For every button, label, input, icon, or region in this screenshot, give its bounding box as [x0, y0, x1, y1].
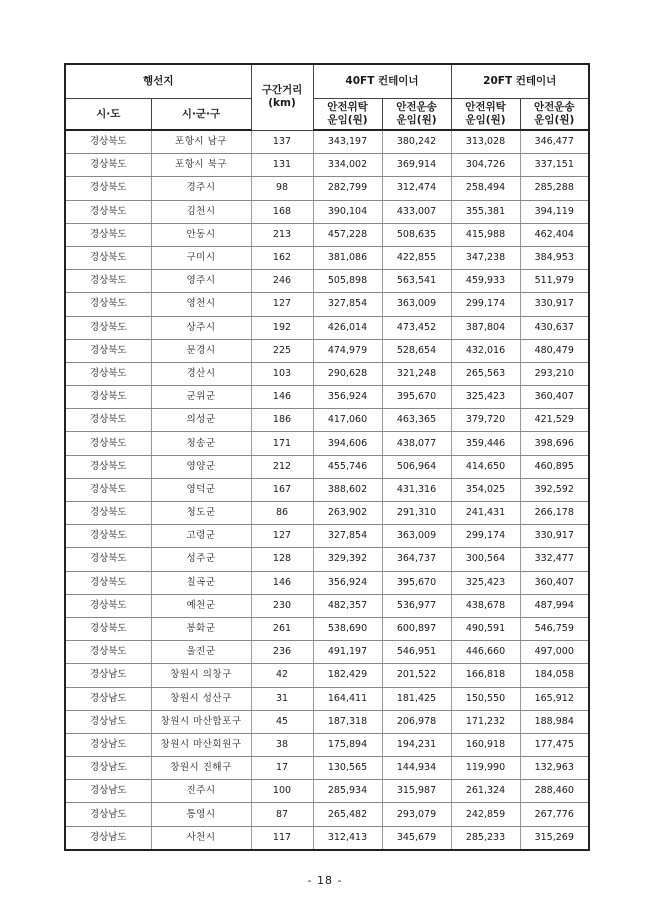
- distance-cell: 31: [251, 687, 313, 710]
- table-row: [65, 502, 589, 525]
- ft40-consign-fare-cell: 538,690: [313, 617, 382, 640]
- ft20-consign-fare-cell: 285,233: [451, 826, 520, 850]
- ft40-transport-fare-cell: 563,541: [382, 270, 451, 293]
- ft40-transport-fare-cell: 144,934: [382, 757, 451, 780]
- ft20-consign-fare-cell: 347,238: [451, 246, 520, 269]
- ft40-transport-fare-cell: 508,635: [382, 223, 451, 246]
- ft20-transport-fare-cell: 430,637: [520, 316, 589, 339]
- province-cell: 경상북도: [65, 641, 151, 664]
- ft20-consign-fare-cell: 415,988: [451, 223, 520, 246]
- ft20-transport-fare-cell: 188,984: [520, 710, 589, 733]
- city-cell: 영천시: [151, 293, 251, 316]
- ft20-consign-fare-cell: 359,446: [451, 432, 520, 455]
- table-row: [65, 200, 589, 223]
- ft40-consign-fare-cell: 356,924: [313, 386, 382, 409]
- province-cell: 경상북도: [65, 200, 151, 223]
- city-cell: 안동시: [151, 223, 251, 246]
- city-cell: 김천시: [151, 200, 251, 223]
- province-cell: 경상남도: [65, 780, 151, 803]
- province-cell: 경상북도: [65, 246, 151, 269]
- ft20-transport-fare-cell: 332,477: [520, 548, 589, 571]
- ft20-transport-fare-cell: 480,479: [520, 339, 589, 362]
- distance-cell: 146: [251, 571, 313, 594]
- ft40-consign-fare-cell: 187,318: [313, 710, 382, 733]
- distance-cell: 117: [251, 826, 313, 850]
- province-cell: 경상북도: [65, 339, 151, 362]
- province-cell: 경상북도: [65, 270, 151, 293]
- ft20-consign-fare-cell: 490,591: [451, 617, 520, 640]
- ft40-transport-fare-cell: 438,077: [382, 432, 451, 455]
- header-destination: 행선지: [65, 64, 251, 99]
- city-cell: 창원시 진해구: [151, 757, 251, 780]
- ft20-consign-fare-cell: 171,232: [451, 710, 520, 733]
- ft40-transport-fare-cell: 380,242: [382, 130, 451, 154]
- city-cell: 예천군: [151, 594, 251, 617]
- ft40-consign-fare-cell: 290,628: [313, 362, 382, 385]
- table-row: [65, 177, 589, 200]
- distance-cell: 213: [251, 223, 313, 246]
- ft20-transport-fare-cell: 184,058: [520, 664, 589, 687]
- fare-table-container: [64, 63, 588, 851]
- ft20-transport-fare-cell: 384,953: [520, 246, 589, 269]
- ft20-consign-fare-cell: 438,678: [451, 594, 520, 617]
- province-cell: 경상남도: [65, 757, 151, 780]
- header-40ft-consign-fare: 안전위탁 운임(원): [313, 99, 382, 131]
- ft40-consign-fare-cell: 482,357: [313, 594, 382, 617]
- ft40-consign-fare-cell: 505,898: [313, 270, 382, 293]
- city-cell: 고령군: [151, 525, 251, 548]
- ft20-consign-fare-cell: 414,650: [451, 455, 520, 478]
- ft40-consign-fare-cell: 426,014: [313, 316, 382, 339]
- distance-cell: 128: [251, 548, 313, 571]
- ft40-consign-fare-cell: 164,411: [313, 687, 382, 710]
- ft40-consign-fare-cell: 329,392: [313, 548, 382, 571]
- city-cell: 진주시: [151, 780, 251, 803]
- city-cell: 문경시: [151, 339, 251, 362]
- ft20-transport-fare-cell: 394,119: [520, 200, 589, 223]
- table-row: [65, 826, 589, 850]
- ft40-consign-fare-cell: 282,799: [313, 177, 382, 200]
- ft40-consign-fare-cell: 417,060: [313, 409, 382, 432]
- ft20-transport-fare-cell: 337,151: [520, 154, 589, 177]
- ft20-transport-fare-cell: 421,529: [520, 409, 589, 432]
- province-cell: 경상북도: [65, 455, 151, 478]
- table-row: [65, 548, 589, 571]
- table-row: [65, 223, 589, 246]
- table-row: [65, 733, 589, 756]
- province-cell: 경상북도: [65, 177, 151, 200]
- ft40-transport-fare-cell: 312,474: [382, 177, 451, 200]
- province-cell: 경상북도: [65, 617, 151, 640]
- table-row: [65, 594, 589, 617]
- ft20-consign-fare-cell: 379,720: [451, 409, 520, 432]
- ft40-consign-fare-cell: 390,104: [313, 200, 382, 223]
- city-cell: 봉화군: [151, 617, 251, 640]
- ft40-transport-fare-cell: 528,654: [382, 339, 451, 362]
- ft20-transport-fare-cell: 330,917: [520, 293, 589, 316]
- ft40-transport-fare-cell: 536,977: [382, 594, 451, 617]
- province-cell: 경상북도: [65, 223, 151, 246]
- ft20-consign-fare-cell: 304,726: [451, 154, 520, 177]
- header-20ft: 20FT 컨테이너: [451, 64, 589, 99]
- ft20-consign-fare-cell: 300,564: [451, 548, 520, 571]
- distance-cell: 127: [251, 293, 313, 316]
- ft40-consign-fare-cell: 265,482: [313, 803, 382, 826]
- city-cell: 의성군: [151, 409, 251, 432]
- city-cell: 포항시 북구: [151, 154, 251, 177]
- ft40-transport-fare-cell: 473,452: [382, 316, 451, 339]
- ft40-transport-fare-cell: 201,522: [382, 664, 451, 687]
- province-cell: 경상북도: [65, 571, 151, 594]
- table-row: [65, 130, 589, 154]
- ft40-transport-fare-cell: 422,855: [382, 246, 451, 269]
- ft40-transport-fare-cell: 293,079: [382, 803, 451, 826]
- table-row: [65, 270, 589, 293]
- ft20-transport-fare-cell: 288,460: [520, 780, 589, 803]
- table-row: [65, 525, 589, 548]
- city-cell: 영덕군: [151, 478, 251, 501]
- table-row: [65, 293, 589, 316]
- city-cell: 창원시 성산구: [151, 687, 251, 710]
- ft20-transport-fare-cell: 330,917: [520, 525, 589, 548]
- table-row: [65, 478, 589, 501]
- ft40-transport-fare-cell: 291,310: [382, 502, 451, 525]
- ft40-consign-fare-cell: 312,413: [313, 826, 382, 850]
- ft40-consign-fare-cell: 343,197: [313, 130, 382, 154]
- province-cell: 경상북도: [65, 432, 151, 455]
- ft20-transport-fare-cell: 165,912: [520, 687, 589, 710]
- ft20-transport-fare-cell: 285,288: [520, 177, 589, 200]
- province-cell: 경상남도: [65, 710, 151, 733]
- ft20-consign-fare-cell: 150,550: [451, 687, 520, 710]
- province-cell: 경상북도: [65, 548, 151, 571]
- ft40-consign-fare-cell: 381,086: [313, 246, 382, 269]
- city-cell: 군위군: [151, 386, 251, 409]
- province-cell: 경상남도: [65, 803, 151, 826]
- table-row: [65, 664, 589, 687]
- ft40-transport-fare-cell: 363,009: [382, 293, 451, 316]
- distance-cell: 131: [251, 154, 313, 177]
- distance-cell: 236: [251, 641, 313, 664]
- ft20-transport-fare-cell: 360,407: [520, 571, 589, 594]
- header-city: 시·군·구: [151, 99, 251, 131]
- ft20-transport-fare-cell: 460,895: [520, 455, 589, 478]
- table-row: [65, 316, 589, 339]
- ft40-consign-fare-cell: 457,228: [313, 223, 382, 246]
- table-row: [65, 409, 589, 432]
- ft20-consign-fare-cell: 387,804: [451, 316, 520, 339]
- ft20-transport-fare-cell: 546,759: [520, 617, 589, 640]
- province-cell: 경상남도: [65, 733, 151, 756]
- city-cell: 창원시 의창구: [151, 664, 251, 687]
- table-row: [65, 617, 589, 640]
- city-cell: 사천시: [151, 826, 251, 850]
- province-cell: 경상북도: [65, 525, 151, 548]
- ft40-consign-fare-cell: 327,854: [313, 293, 382, 316]
- ft20-consign-fare-cell: 446,660: [451, 641, 520, 664]
- ft40-consign-fare-cell: 130,565: [313, 757, 382, 780]
- province-cell: 경상북도: [65, 594, 151, 617]
- city-cell: 영양군: [151, 455, 251, 478]
- header-distance: 구간거리 (km): [251, 64, 313, 130]
- ft40-transport-fare-cell: 321,248: [382, 362, 451, 385]
- table-header: [65, 64, 589, 130]
- distance-cell: 127: [251, 525, 313, 548]
- header-province: 시·도: [65, 99, 151, 131]
- table-row: [65, 246, 589, 269]
- page-number: - 18 -: [307, 874, 343, 887]
- ft40-transport-fare-cell: 194,231: [382, 733, 451, 756]
- table-row: [65, 780, 589, 803]
- province-cell: 경상남도: [65, 664, 151, 687]
- distance-cell: 86: [251, 502, 313, 525]
- distance-cell: 192: [251, 316, 313, 339]
- ft40-transport-fare-cell: 364,737: [382, 548, 451, 571]
- distance-cell: 17: [251, 757, 313, 780]
- ft40-consign-fare-cell: 334,002: [313, 154, 382, 177]
- ft40-consign-fare-cell: 182,429: [313, 664, 382, 687]
- ft20-consign-fare-cell: 459,933: [451, 270, 520, 293]
- header-20ft-transport-fare: 안전운송 운임(원): [520, 99, 589, 131]
- distance-cell: 186: [251, 409, 313, 432]
- ft40-transport-fare-cell: 546,951: [382, 641, 451, 664]
- ft40-consign-fare-cell: 388,602: [313, 478, 382, 501]
- ft40-transport-fare-cell: 506,964: [382, 455, 451, 478]
- ft20-consign-fare-cell: 119,990: [451, 757, 520, 780]
- ft20-consign-fare-cell: 325,423: [451, 571, 520, 594]
- header-40ft: 40FT 컨테이너: [313, 64, 451, 99]
- ft40-consign-fare-cell: 455,746: [313, 455, 382, 478]
- province-cell: 경상북도: [65, 154, 151, 177]
- ft40-consign-fare-cell: 285,934: [313, 780, 382, 803]
- table-row: [65, 803, 589, 826]
- ft40-transport-fare-cell: 363,009: [382, 525, 451, 548]
- city-cell: 상주시: [151, 316, 251, 339]
- province-cell: 경상남도: [65, 826, 151, 850]
- table-row: [65, 339, 589, 362]
- distance-cell: 98: [251, 177, 313, 200]
- ft40-consign-fare-cell: 394,606: [313, 432, 382, 455]
- province-cell: 경상북도: [65, 293, 151, 316]
- ft40-transport-fare-cell: 433,007: [382, 200, 451, 223]
- ft20-consign-fare-cell: 313,028: [451, 130, 520, 154]
- ft40-transport-fare-cell: 463,365: [382, 409, 451, 432]
- province-cell: 경상북도: [65, 316, 151, 339]
- table-row: [65, 154, 589, 177]
- header-20ft-consign-fare: 안전위탁 운임(원): [451, 99, 520, 131]
- ft40-consign-fare-cell: 327,854: [313, 525, 382, 548]
- distance-cell: 162: [251, 246, 313, 269]
- distance-cell: 38: [251, 733, 313, 756]
- distance-cell: 42: [251, 664, 313, 687]
- ft40-transport-fare-cell: 181,425: [382, 687, 451, 710]
- distance-cell: 171: [251, 432, 313, 455]
- ft40-transport-fare-cell: 345,679: [382, 826, 451, 850]
- ft20-transport-fare-cell: 266,178: [520, 502, 589, 525]
- province-cell: 경상북도: [65, 130, 151, 154]
- ft40-transport-fare-cell: 369,914: [382, 154, 451, 177]
- province-cell: 경상북도: [65, 386, 151, 409]
- city-cell: 창원시 마산회원구: [151, 733, 251, 756]
- ft20-transport-fare-cell: 315,269: [520, 826, 589, 850]
- ft40-consign-fare-cell: 263,902: [313, 502, 382, 525]
- distance-cell: 168: [251, 200, 313, 223]
- city-cell: 울진군: [151, 641, 251, 664]
- ft20-consign-fare-cell: 325,423: [451, 386, 520, 409]
- ft20-consign-fare-cell: 299,174: [451, 293, 520, 316]
- ft20-transport-fare-cell: 267,776: [520, 803, 589, 826]
- ft20-transport-fare-cell: 511,979: [520, 270, 589, 293]
- table-row: [65, 386, 589, 409]
- ft20-transport-fare-cell: 360,407: [520, 386, 589, 409]
- city-cell: 경주시: [151, 177, 251, 200]
- city-cell: 경산시: [151, 362, 251, 385]
- table-row: [65, 571, 589, 594]
- ft20-consign-fare-cell: 241,431: [451, 502, 520, 525]
- distance-cell: 100: [251, 780, 313, 803]
- ft40-consign-fare-cell: 356,924: [313, 571, 382, 594]
- ft20-transport-fare-cell: 132,963: [520, 757, 589, 780]
- province-cell: 경상남도: [65, 687, 151, 710]
- province-cell: 경상북도: [65, 362, 151, 385]
- table-row: [65, 710, 589, 733]
- ft20-transport-fare-cell: 392,592: [520, 478, 589, 501]
- distance-cell: 261: [251, 617, 313, 640]
- distance-cell: 146: [251, 386, 313, 409]
- province-cell: 경상북도: [65, 478, 151, 501]
- city-cell: 구미시: [151, 246, 251, 269]
- ft20-consign-fare-cell: 354,025: [451, 478, 520, 501]
- province-cell: 경상북도: [65, 502, 151, 525]
- ft20-consign-fare-cell: 261,324: [451, 780, 520, 803]
- ft40-transport-fare-cell: 206,978: [382, 710, 451, 733]
- ft40-transport-fare-cell: 315,987: [382, 780, 451, 803]
- ft20-transport-fare-cell: 462,404: [520, 223, 589, 246]
- ft20-consign-fare-cell: 432,016: [451, 339, 520, 362]
- distance-cell: 45: [251, 710, 313, 733]
- ft40-transport-fare-cell: 395,670: [382, 571, 451, 594]
- city-cell: 포항시 남구: [151, 130, 251, 154]
- ft20-consign-fare-cell: 299,174: [451, 525, 520, 548]
- city-cell: 성주군: [151, 548, 251, 571]
- ft20-transport-fare-cell: 487,994: [520, 594, 589, 617]
- distance-cell: 225: [251, 339, 313, 362]
- ft20-transport-fare-cell: 398,696: [520, 432, 589, 455]
- ft40-consign-fare-cell: 175,894: [313, 733, 382, 756]
- distance-cell: 167: [251, 478, 313, 501]
- fare-table: [64, 63, 590, 851]
- distance-cell: 230: [251, 594, 313, 617]
- ft20-consign-fare-cell: 265,563: [451, 362, 520, 385]
- ft40-transport-fare-cell: 395,670: [382, 386, 451, 409]
- ft20-transport-fare-cell: 497,000: [520, 641, 589, 664]
- table-row: [65, 687, 589, 710]
- table-row: [65, 757, 589, 780]
- city-cell: 칠곡군: [151, 571, 251, 594]
- distance-cell: 87: [251, 803, 313, 826]
- ft40-transport-fare-cell: 600,897: [382, 617, 451, 640]
- table-body: [65, 130, 589, 850]
- ft40-consign-fare-cell: 491,197: [313, 641, 382, 664]
- header-40ft-transport-fare: 안전운송 운임(원): [382, 99, 451, 131]
- table-row: [65, 455, 589, 478]
- city-cell: 통영시: [151, 803, 251, 826]
- ft40-transport-fare-cell: 431,316: [382, 478, 451, 501]
- ft20-consign-fare-cell: 166,818: [451, 664, 520, 687]
- distance-cell: 246: [251, 270, 313, 293]
- table-row: [65, 362, 589, 385]
- city-cell: 청도군: [151, 502, 251, 525]
- distance-cell: 137: [251, 130, 313, 154]
- distance-cell: 212: [251, 455, 313, 478]
- city-cell: 청송군: [151, 432, 251, 455]
- table-row: [65, 641, 589, 664]
- ft20-transport-fare-cell: 346,477: [520, 130, 589, 154]
- ft20-transport-fare-cell: 177,475: [520, 733, 589, 756]
- ft20-transport-fare-cell: 293,210: [520, 362, 589, 385]
- city-cell: 창원시 마산합포구: [151, 710, 251, 733]
- ft20-consign-fare-cell: 160,918: [451, 733, 520, 756]
- ft40-consign-fare-cell: 474,979: [313, 339, 382, 362]
- ft20-consign-fare-cell: 258,494: [451, 177, 520, 200]
- table-row: [65, 432, 589, 455]
- ft20-consign-fare-cell: 242,859: [451, 803, 520, 826]
- city-cell: 영주시: [151, 270, 251, 293]
- ft20-consign-fare-cell: 355,381: [451, 200, 520, 223]
- distance-cell: 103: [251, 362, 313, 385]
- province-cell: 경상북도: [65, 409, 151, 432]
